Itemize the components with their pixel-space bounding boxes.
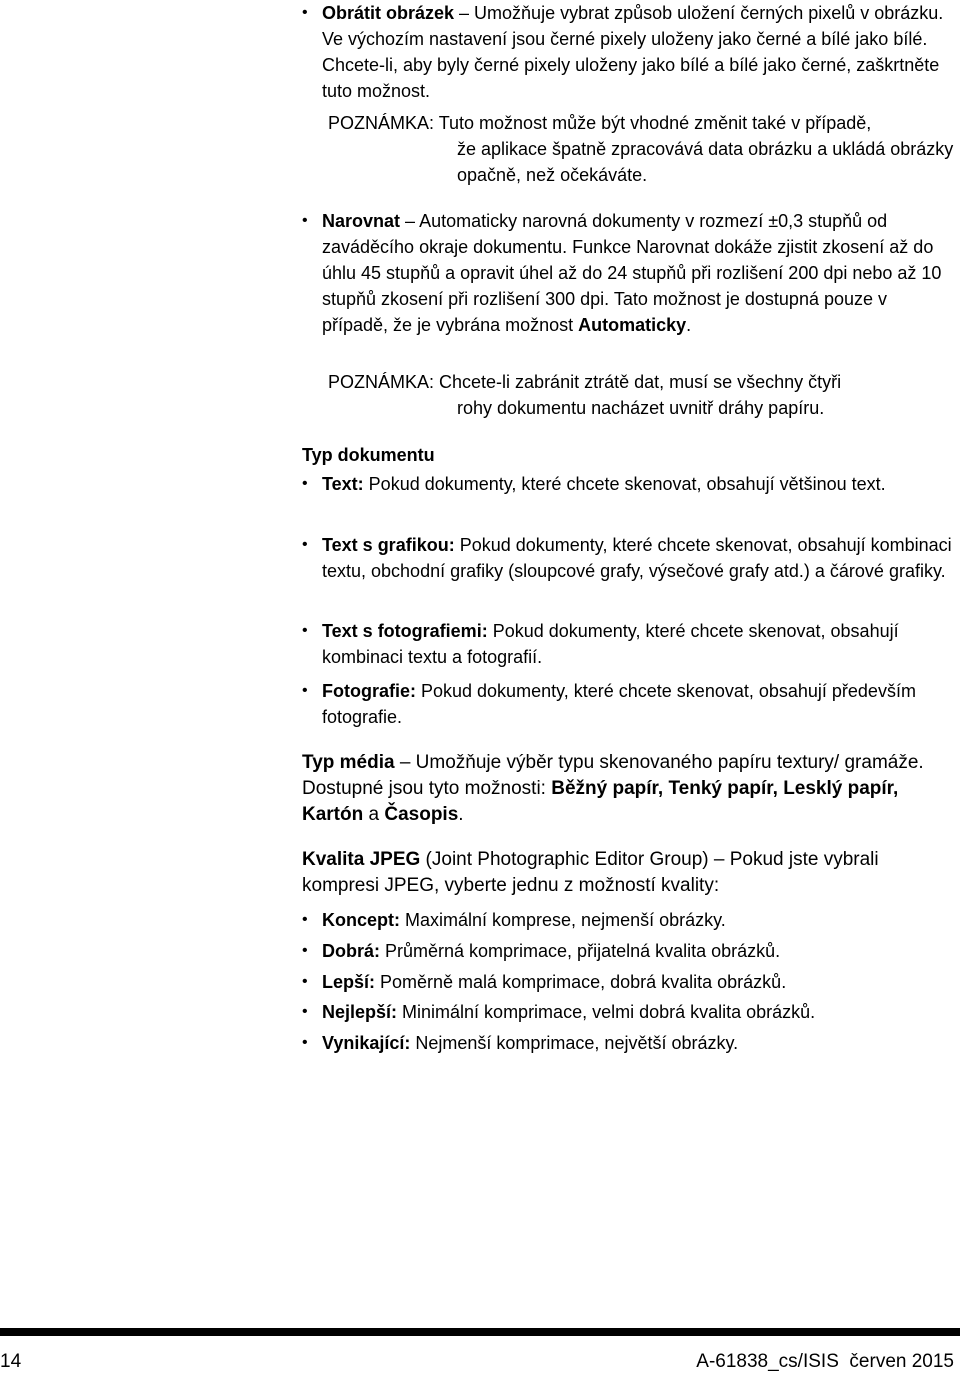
bullet-narovnat bbox=[0, 208, 960, 338]
list-item bbox=[0, 618, 960, 670]
note-rest: rohy dokumentu nacházet uvnitř dráhy papíru. bbox=[457, 398, 825, 418]
list-item bbox=[0, 969, 960, 995]
term-narovnat: Narovnat bbox=[322, 211, 401, 231]
narovnat-text: Automaticky narovná dokumenty v rozmezí ±0,3 stupňů od zaváděcího okraje dokumentu. Funkce Narovnat dokáže zjistit zkosení až do úhlu 45 stupňů a opravit úhel až do 24 stupňů při rozlišení 200 dpi nebo až 10 stupňů zkosení při rozlišení 300 dpi. Tato možnost je dostupná pouze v případě, že je vybrána možnost bbox=[322, 211, 942, 335]
item-term: Text s grafikou: bbox=[322, 535, 455, 555]
footer-rule bbox=[0, 1328, 960, 1336]
kvalita-text: (Joint Photographic Editor Group) – Pokud jste vybrali kompresi JPEG, vyberte jednu z možností kvality: bbox=[302, 849, 879, 896]
dash: – bbox=[454, 3, 475, 23]
list-item bbox=[0, 678, 960, 730]
item-text: Pokud dokumenty, které chcete skenovat, obsahují kombinaci textu, obchodní grafiky (sloupcové grafy, výsečové grafy atd.) a čárové grafiky. bbox=[322, 535, 952, 581]
term-obratit: Obrátit obrázek bbox=[322, 3, 455, 23]
period: . bbox=[686, 315, 692, 335]
item-term: Fotografie: bbox=[322, 681, 416, 701]
option-casopis: Časopis bbox=[384, 804, 459, 825]
list-item bbox=[0, 1030, 960, 1056]
item-term: Text s fotografiemi: bbox=[322, 621, 488, 641]
heading-text: Typ dokumentu bbox=[302, 445, 435, 465]
options-list: Běžný papír, Tenký papír, Lesklý papír, Kartón bbox=[302, 778, 899, 825]
note-first-line: Chcete-li zabránit ztrátě dat, musí se všechny čtyři bbox=[434, 372, 842, 392]
heading-typ-dokumentu bbox=[0, 442, 960, 468]
list-item bbox=[0, 999, 960, 1025]
note-first-line: Tuto možnost může být vhodné změnit také v případě, bbox=[434, 113, 872, 133]
item-term: Nejlepší: bbox=[322, 1002, 398, 1022]
note-obratit bbox=[0, 110, 960, 188]
item-text: Pokud dokumenty, které chcete skenovat, obsahují většinou text. bbox=[363, 474, 886, 494]
item-term: Lepší: bbox=[322, 972, 376, 992]
item-text: Poměrně malá komprimace, dobrá kvalita obrázků. bbox=[375, 972, 787, 992]
term-typ-media: Typ média bbox=[302, 752, 395, 773]
conjunction: a bbox=[363, 804, 385, 825]
paragraph-typ-media bbox=[0, 750, 960, 828]
item-text: Maximální komprese, nejmenší obrázky. bbox=[400, 910, 726, 930]
list-item bbox=[0, 532, 960, 584]
item-text: Nejmenší komprimace, největší obrázky. bbox=[410, 1033, 739, 1053]
item-text: Průměrná komprimace, přijatelná kvalita obrázků. bbox=[380, 941, 781, 961]
list-item bbox=[0, 471, 960, 497]
item-term: Text: bbox=[322, 474, 364, 494]
note-rest: že aplikace špatně zpracovává data obrázku a ukládá obrázky opačně, než očekáváte. bbox=[457, 139, 954, 185]
item-term: Dobrá: bbox=[322, 941, 380, 961]
item-text: Pokud dokumenty, které chcete skenovat, obsahují především fotografie. bbox=[322, 681, 916, 727]
dash: – bbox=[400, 211, 420, 231]
note-label: POZNÁMKA: bbox=[328, 372, 435, 392]
list-item bbox=[0, 907, 960, 933]
item-text: Pokud dokumenty, které chcete skenovat, obsahují kombinaci textu a fotografií. bbox=[322, 621, 899, 667]
bullet-obratit-obrazek bbox=[0, 0, 960, 104]
obratit-text: Umožňuje vybrat způsob uložení černých pixelů v obrázku. Ve výchozím nastavení jsou černé pixely uloženy jako černé a bílé jako bílé. Chcete-li, aby byly černé pixely uloženy jako bílé a bílé jako černé, zaškrtněte tuto možnost. bbox=[322, 3, 944, 101]
item-term: Koncept: bbox=[322, 910, 400, 930]
page-number: 14 bbox=[0, 1351, 22, 1372]
document-id: A-61838_cs/ISIS červen 2015 bbox=[696, 1351, 954, 1372]
paragraph-kvalita-jpeg bbox=[0, 847, 960, 899]
note-label: POZNÁMKA: bbox=[328, 113, 435, 133]
note-narovnat bbox=[0, 369, 960, 421]
item-text: Minimální komprimace, velmi dobrá kvalita obrázků. bbox=[397, 1002, 816, 1022]
period: . bbox=[458, 804, 464, 825]
item-term: Vynikající: bbox=[322, 1033, 411, 1053]
term-automaticky: Automaticky bbox=[578, 315, 687, 335]
typ-media-text: – Umožňuje výběr typu skenovaného papíru textury/ gramáže. Dostupné jsou tyto možnosti: bbox=[302, 752, 924, 799]
list-item bbox=[0, 938, 960, 964]
term-kvalita-jpeg: Kvalita JPEG bbox=[302, 849, 421, 870]
